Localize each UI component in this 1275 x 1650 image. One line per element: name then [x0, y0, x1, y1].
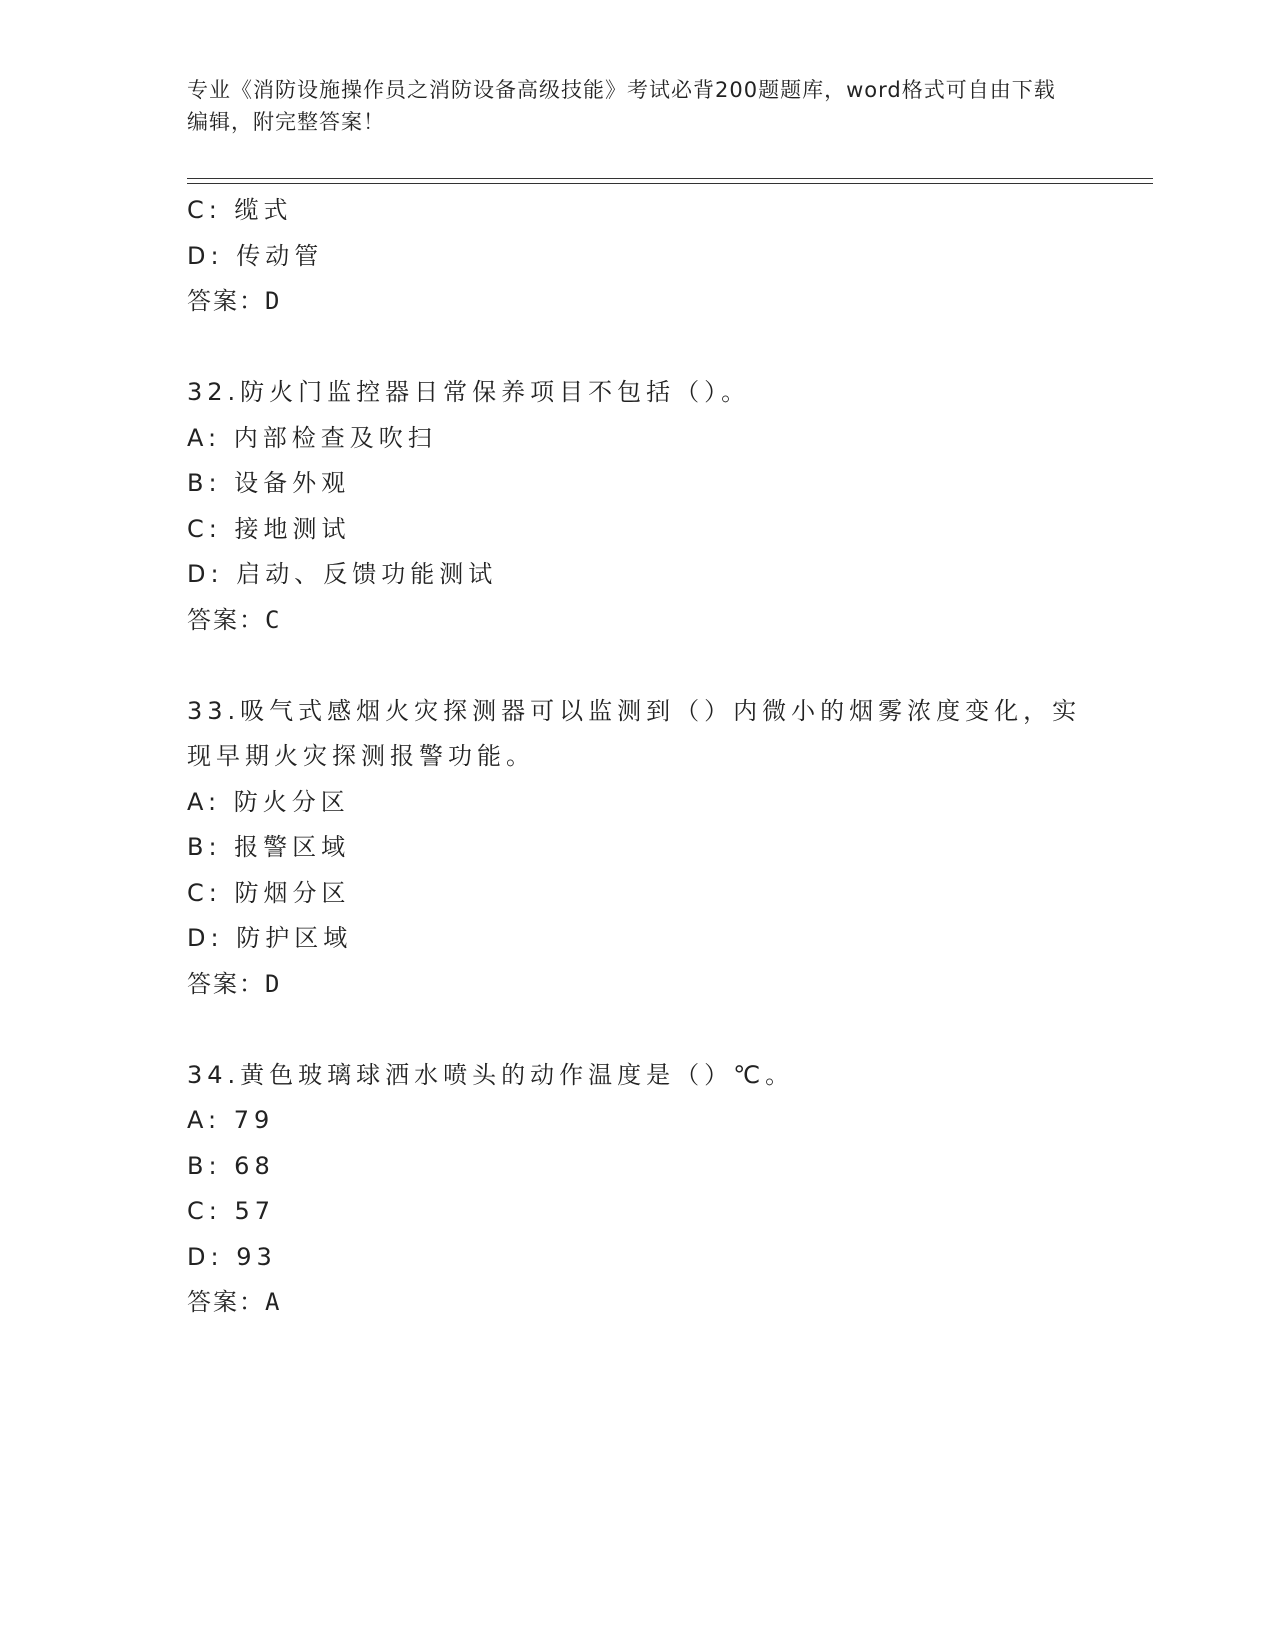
answer-value: D — [265, 969, 282, 998]
option-d: D: 93 — [187, 1242, 277, 1271]
option-d: D: 传动管 — [187, 241, 324, 270]
option-c: C: 缆式 — [187, 196, 293, 224]
option-a: A: 内部检查及吹扫 — [187, 423, 437, 452]
option-d: D: 启动、反馈功能测试 — [187, 560, 498, 588]
option-b: B: 68 — [187, 1151, 275, 1180]
option-c: C: 57 — [187, 1197, 276, 1225]
answer-value: D — [265, 287, 282, 315]
question-32-text: 32.防火门监控器日常保养项目不包括（）。 — [187, 378, 751, 406]
answer-label: 答案： — [187, 969, 265, 998]
question-33-text: 33.吸气式感烟火灾探测器可以监测到（）内微小的烟雾浓度变化，实现早期火灾探测报警功能。 — [187, 696, 1082, 770]
answer-line — [187, 962, 1087, 1008]
option-b: B: 设备外观 — [187, 469, 351, 497]
answer-value: C — [265, 605, 282, 634]
option-b: B: 报警区域 — [187, 833, 351, 861]
option-c: C: 接地测试 — [187, 514, 351, 543]
page-header: 专业《消防设施操作员之消防设备高级技能》考试必背200题题库，word格式可自由下载编辑，附完整答案！ — [187, 78, 1056, 134]
option-a: A: 防火分区 — [187, 787, 350, 816]
option-c: C: 防烟分区 — [187, 878, 351, 907]
header-divider — [187, 178, 1153, 184]
option-d: D: 防护区域 — [187, 924, 353, 952]
answer-value: A — [265, 1288, 282, 1316]
answer-line — [187, 1280, 1087, 1326]
document-body — [187, 188, 1087, 1326]
answer-label: 答案： — [187, 605, 265, 634]
answer-label: 答案： — [187, 287, 265, 315]
answer-line — [187, 279, 1087, 325]
option-a: A: 79 — [187, 1106, 275, 1134]
answer-line — [187, 598, 1087, 644]
question-34-text: 34.黄色玻璃球洒水喷头的动作温度是（）℃。 — [187, 1060, 795, 1089]
answer-label: 答案： — [187, 1288, 265, 1316]
